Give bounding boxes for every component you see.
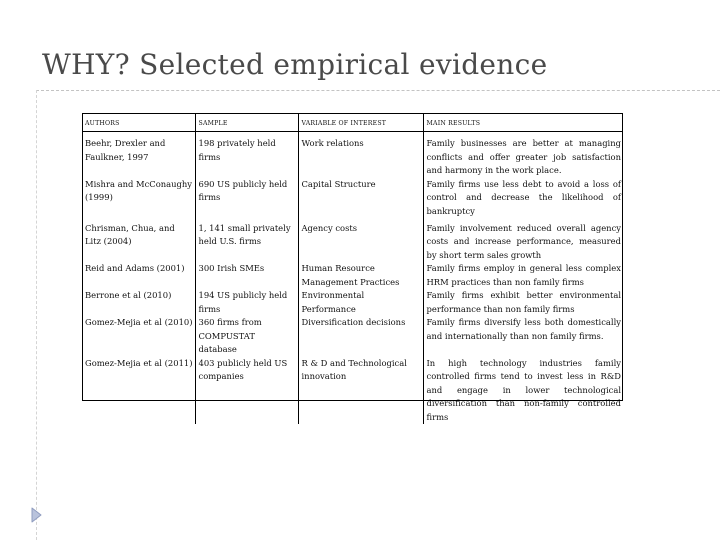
cell-variable: Agency costs [298, 222, 423, 263]
cell-sample: 1, 141 small privately held U.S. firms [195, 222, 298, 263]
evidence-table [82, 113, 623, 424]
slide-title: WHY? Selected empirical evidence [42, 48, 548, 81]
cell-authors: Reid and Adams (2001) [82, 262, 195, 289]
cell-variable: Capital Structure [298, 178, 423, 222]
header-authors: AUTHORS [82, 113, 195, 132]
cell-results: Family firms employ in general less complex HRM practices than non family firms [426, 263, 621, 287]
table-row [82, 357, 623, 425]
cell-variable: Diversification decisions [298, 316, 423, 357]
cell-sample: 403 publicly held US companies [195, 357, 298, 425]
triangle-right-icon [29, 506, 43, 524]
cell-results: In high technology industries family controlled firms tend to invest less in R&D and engage in lower technological diversification than non-family controlled firms [426, 357, 621, 422]
table-row [82, 132, 623, 178]
cell-authors: Gomez-Mejia et al (2010) [82, 316, 195, 357]
header-results: MAIN RESULTS [423, 113, 623, 132]
cell-variable: Human Resource Management Practices [298, 262, 423, 289]
cell-variable: Environmental Performance [298, 289, 423, 316]
cell-results: Family involvement reduced overall agency costs and increase performance, measured by short term sales growth [426, 222, 621, 260]
table-row [82, 262, 623, 289]
table-header-row [82, 113, 623, 132]
cell-sample: 300 Irish SMEs [195, 262, 298, 289]
cell-authors: Gomez-Mejia et al (2011) [82, 357, 195, 425]
table-row [82, 289, 623, 316]
table-row [82, 316, 623, 357]
cell-results: Family firms diversify less both domestically and internationally than non family firms. [426, 317, 621, 341]
cell-sample: 690 US publicly held firms [195, 178, 298, 222]
cell-results: Family firms exhibit better environmental performance than non family firms [426, 290, 621, 314]
left-margin-divider [36, 90, 37, 540]
cell-results: Family businesses are better at managing conflicts and offer greater job satisfaction and harmony in the work place. [426, 138, 621, 175]
cell-authors: Mishra and McConaughy (1999) [82, 178, 195, 222]
header-variable: VARIABLE OF INTEREST [298, 113, 423, 132]
cell-sample: 198 privately held firms [195, 132, 298, 178]
cell-authors: Chrisman, Chua, and Litz (2004) [82, 222, 195, 263]
title-divider [36, 90, 720, 91]
cell-variable: R & D and Technological innovation [298, 357, 423, 425]
cell-sample: 194 US publicly held firms [195, 289, 298, 316]
cell-authors: Beehr, Drexler and Faulkner, 1997 [82, 132, 195, 178]
header-sample: SAMPLE [195, 113, 298, 132]
cell-authors: Berrone et al (2010) [82, 289, 195, 316]
cell-sample: 360 firms from COMPUSTAT database [195, 316, 298, 357]
table-row [82, 222, 623, 263]
cell-results: Family firms use less debt to avoid a loss of control and decrease the likelihood of bankruptcy [426, 178, 621, 216]
table-row [82, 178, 623, 222]
cell-variable: Work relations [298, 132, 423, 178]
